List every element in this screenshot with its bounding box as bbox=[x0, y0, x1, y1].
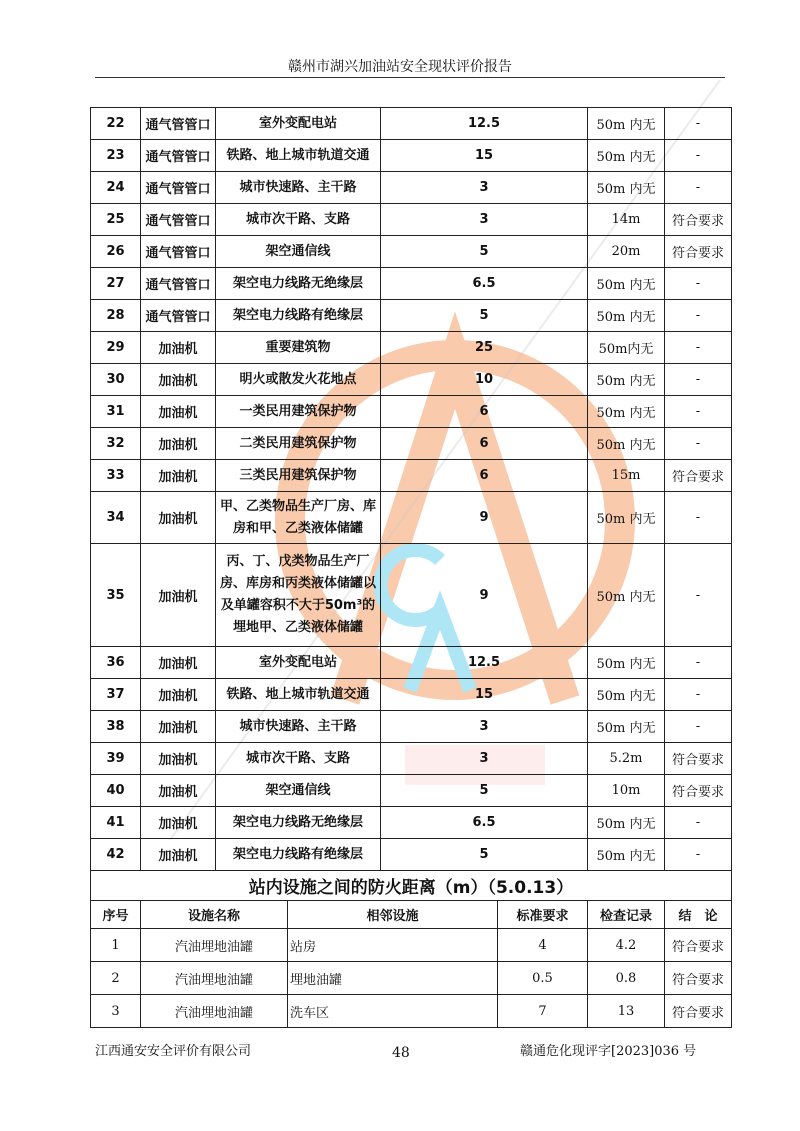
cell-row-number: 33 bbox=[91, 460, 141, 492]
table-row bbox=[91, 140, 732, 172]
cell-facility: 通气管管口 bbox=[141, 268, 216, 300]
cell-inspection-record: 13 bbox=[588, 995, 665, 1028]
cell-adjacent-facility: 甲、乙类物品生产厂房、库房和甲、乙类液体储罐 bbox=[216, 492, 381, 544]
cell-row-number: 29 bbox=[91, 332, 141, 364]
cell-standard-requirement: 5 bbox=[381, 300, 588, 332]
cell-inspection-record: 50m 内无 bbox=[588, 807, 665, 839]
cell-conclusion: - bbox=[665, 396, 732, 428]
cell-adjacent-facility: 三类民用建筑保护物 bbox=[216, 460, 381, 492]
cell-conclusion: - bbox=[665, 807, 732, 839]
footer-company: 江西通安安全评价有限公司 bbox=[95, 1044, 252, 1059]
table-row bbox=[91, 711, 732, 743]
cell-standard-requirement: 6.5 bbox=[381, 268, 588, 300]
table-row bbox=[91, 544, 732, 647]
cell-conclusion: - bbox=[665, 172, 732, 204]
cell-facility: 加油机 bbox=[141, 711, 216, 743]
cell-adjacent-facility: 铁路、地上城市轨道交通 bbox=[216, 140, 381, 172]
cell-adjacent-facility: 洗车区 bbox=[288, 995, 498, 1028]
table-row bbox=[91, 268, 732, 300]
cell-facility: 加油机 bbox=[141, 396, 216, 428]
column-header: 相邻设施 bbox=[288, 901, 498, 929]
cell-adjacent-facility: 丙、丁、戊类物品生产厂房、库房和丙类液体储罐以及单罐容积不大于50m³的埋地甲、乙类液体储罐 bbox=[216, 544, 381, 647]
cell-adjacent-facility: 室外变配电站 bbox=[216, 108, 381, 140]
cell-row-number: 31 bbox=[91, 396, 141, 428]
cell-standard-requirement: 6 bbox=[381, 428, 588, 460]
cell-row-number: 36 bbox=[91, 647, 141, 679]
page-header-title: 赣州市湖兴加油站安全现状评价报告 bbox=[288, 59, 512, 75]
cell-row-number: 26 bbox=[91, 236, 141, 268]
cell-standard-requirement: 10 bbox=[381, 364, 588, 396]
table-row bbox=[91, 995, 732, 1028]
cell-facility: 加油机 bbox=[141, 775, 216, 807]
cell-inspection-record: 50m 内无 bbox=[588, 364, 665, 396]
cell-standard-requirement: 6 bbox=[381, 460, 588, 492]
tables-container bbox=[90, 107, 731, 1028]
cell-inspection-record: 50m 内无 bbox=[588, 140, 665, 172]
cell-adjacent-facility: 架空电力线路无绝缘层 bbox=[216, 268, 381, 300]
column-header: 标准要求 bbox=[498, 901, 588, 929]
column-header: 结 论 bbox=[665, 901, 732, 929]
cell-standard-requirement: 6 bbox=[381, 396, 588, 428]
cell-adjacent-facility: 架空通信线 bbox=[216, 236, 381, 268]
table-row bbox=[91, 743, 732, 775]
cell-adjacent-facility: 城市次干路、支路 bbox=[216, 743, 381, 775]
cell-inspection-record: 14m bbox=[588, 204, 665, 236]
cell-standard-requirement: 9 bbox=[381, 492, 588, 544]
table-row bbox=[91, 839, 732, 871]
cell-row-number: 25 bbox=[91, 204, 141, 236]
cell-inspection-record: 50m 内无 bbox=[588, 428, 665, 460]
cell-facility: 加油机 bbox=[141, 743, 216, 775]
cell-standard-requirement: 12.5 bbox=[381, 647, 588, 679]
cell-facility: 通气管管口 bbox=[141, 108, 216, 140]
cell-adjacent-facility: 二类民用建筑保护物 bbox=[216, 428, 381, 460]
cell-conclusion: 符合要求 bbox=[665, 962, 732, 995]
cell-inspection-record: 0.8 bbox=[588, 962, 665, 995]
cell-facility: 加油机 bbox=[141, 332, 216, 364]
footer-doc-number: 赣通危化现评字[2023]036 号 bbox=[520, 1044, 697, 1059]
cell-conclusion: 符合要求 bbox=[665, 995, 732, 1028]
cell-inspection-record: 50m 内无 bbox=[588, 544, 665, 647]
cell-inspection-record: 50m 内无 bbox=[588, 268, 665, 300]
cell-row-number: 22 bbox=[91, 108, 141, 140]
cell-standard-requirement: 5 bbox=[381, 839, 588, 871]
cell-inspection-record: 15m bbox=[588, 460, 665, 492]
cell-standard-requirement: 15 bbox=[381, 140, 588, 172]
cell-standard-requirement: 25 bbox=[381, 332, 588, 364]
cell-row-number: 34 bbox=[91, 492, 141, 544]
cell-inspection-record: 50m 内无 bbox=[588, 647, 665, 679]
cell-adjacent-facility: 架空电力线路有绝缘层 bbox=[216, 300, 381, 332]
cell-facility: 汽油埋地油罐 bbox=[141, 929, 288, 962]
cell-standard-requirement: 3 bbox=[381, 743, 588, 775]
cell-standard-requirement: 15 bbox=[381, 679, 588, 711]
table-row bbox=[91, 364, 732, 396]
section-title: 站内设施之间的防火距离（m）（5.0.13） bbox=[91, 871, 732, 901]
table-row bbox=[91, 460, 732, 492]
table-row bbox=[91, 108, 732, 140]
cell-conclusion: 符合要求 bbox=[665, 460, 732, 492]
table-row bbox=[91, 492, 732, 544]
cell-inspection-record: 50m 内无 bbox=[588, 839, 665, 871]
cell-row-number: 41 bbox=[91, 807, 141, 839]
cell-row-number: 40 bbox=[91, 775, 141, 807]
cell-adjacent-facility: 城市次干路、支路 bbox=[216, 204, 381, 236]
cell-standard-requirement: 4 bbox=[498, 929, 588, 962]
cell-standard-requirement: 6.5 bbox=[381, 807, 588, 839]
cell-conclusion: - bbox=[665, 108, 732, 140]
cell-row-number: 39 bbox=[91, 743, 141, 775]
cell-row-number: 27 bbox=[91, 268, 141, 300]
cell-conclusion: - bbox=[665, 300, 732, 332]
cell-conclusion: - bbox=[665, 647, 732, 679]
internal-facility-distance-table bbox=[90, 900, 732, 1028]
cell-row-number: 32 bbox=[91, 428, 141, 460]
table-row bbox=[91, 332, 732, 364]
cell-standard-requirement: 0.5 bbox=[498, 962, 588, 995]
table-row bbox=[91, 300, 732, 332]
cell-conclusion: - bbox=[665, 544, 732, 647]
cell-adjacent-facility: 埋地油罐 bbox=[288, 962, 498, 995]
cell-row-number: 42 bbox=[91, 839, 141, 871]
table-row bbox=[91, 807, 732, 839]
header-divider bbox=[95, 77, 725, 78]
cell-facility: 加油机 bbox=[141, 839, 216, 871]
cell-row-number: 1 bbox=[91, 929, 141, 962]
cell-inspection-record: 50m 内无 bbox=[588, 711, 665, 743]
cell-inspection-record: 50m 内无 bbox=[588, 172, 665, 204]
cell-facility: 加油机 bbox=[141, 460, 216, 492]
cell-conclusion: 符合要求 bbox=[665, 775, 732, 807]
cell-adjacent-facility: 重要建筑物 bbox=[216, 332, 381, 364]
cell-conclusion: - bbox=[665, 679, 732, 711]
table-row bbox=[91, 679, 732, 711]
cell-row-number: 2 bbox=[91, 962, 141, 995]
cell-facility: 通气管管口 bbox=[141, 236, 216, 268]
cell-facility: 加油机 bbox=[141, 364, 216, 396]
cell-standard-requirement: 3 bbox=[381, 172, 588, 204]
cell-adjacent-facility: 城市快速路、主干路 bbox=[216, 172, 381, 204]
cell-conclusion: 符合要求 bbox=[665, 743, 732, 775]
column-header: 设施名称 bbox=[141, 901, 288, 929]
cell-adjacent-facility: 明火或散发火花地点 bbox=[216, 364, 381, 396]
cell-adjacent-facility: 架空电力线路无绝缘层 bbox=[216, 807, 381, 839]
column-header: 序号 bbox=[91, 901, 141, 929]
cell-facility: 通气管管口 bbox=[141, 140, 216, 172]
cell-inspection-record: 50m内无 bbox=[588, 332, 665, 364]
cell-standard-requirement: 5 bbox=[381, 236, 588, 268]
cell-facility: 加油机 bbox=[141, 492, 216, 544]
cell-facility: 加油机 bbox=[141, 679, 216, 711]
fire-distance-table bbox=[90, 107, 732, 901]
cell-conclusion: - bbox=[665, 711, 732, 743]
cell-facility: 汽油埋地油罐 bbox=[141, 962, 288, 995]
table-row bbox=[91, 929, 732, 962]
table-row bbox=[91, 396, 732, 428]
cell-row-number: 37 bbox=[91, 679, 141, 711]
table-row bbox=[91, 962, 732, 995]
cell-inspection-record: 50m 内无 bbox=[588, 300, 665, 332]
cell-inspection-record: 10m bbox=[588, 775, 665, 807]
cell-inspection-record: 20m bbox=[588, 236, 665, 268]
table-row bbox=[91, 428, 732, 460]
cell-conclusion: 符合要求 bbox=[665, 236, 732, 268]
cell-standard-requirement: 3 bbox=[381, 711, 588, 743]
footer-page-number: 48 bbox=[392, 1045, 410, 1061]
cell-facility: 加油机 bbox=[141, 647, 216, 679]
cell-conclusion: - bbox=[665, 332, 732, 364]
cell-conclusion: 符合要求 bbox=[665, 204, 732, 236]
cell-adjacent-facility: 室外变配电站 bbox=[216, 647, 381, 679]
column-header: 检查记录 bbox=[588, 901, 665, 929]
table-row bbox=[91, 775, 732, 807]
cell-standard-requirement: 12.5 bbox=[381, 108, 588, 140]
cell-adjacent-facility: 铁路、地上城市轨道交通 bbox=[216, 679, 381, 711]
cell-conclusion: - bbox=[665, 268, 732, 300]
cell-row-number: 38 bbox=[91, 711, 141, 743]
cell-row-number: 23 bbox=[91, 140, 141, 172]
cell-row-number: 24 bbox=[91, 172, 141, 204]
cell-row-number: 3 bbox=[91, 995, 141, 1028]
cell-adjacent-facility: 一类民用建筑保护物 bbox=[216, 396, 381, 428]
cell-facility: 通气管管口 bbox=[141, 300, 216, 332]
cell-inspection-record: 50m 内无 bbox=[588, 108, 665, 140]
cell-conclusion: - bbox=[665, 428, 732, 460]
cell-standard-requirement: 3 bbox=[381, 204, 588, 236]
table-row bbox=[91, 172, 732, 204]
cell-facility: 加油机 bbox=[141, 807, 216, 839]
cell-facility: 汽油埋地油罐 bbox=[141, 995, 288, 1028]
cell-conclusion: 符合要求 bbox=[665, 929, 732, 962]
cell-conclusion: - bbox=[665, 492, 732, 544]
table-row bbox=[91, 236, 732, 268]
cell-standard-requirement: 7 bbox=[498, 995, 588, 1028]
cell-conclusion: - bbox=[665, 140, 732, 172]
cell-inspection-record: 50m 内无 bbox=[588, 396, 665, 428]
cell-facility: 通气管管口 bbox=[141, 204, 216, 236]
cell-inspection-record: 50m 内无 bbox=[588, 679, 665, 711]
cell-standard-requirement: 5 bbox=[381, 775, 588, 807]
cell-row-number: 35 bbox=[91, 544, 141, 647]
cell-facility: 通气管管口 bbox=[141, 172, 216, 204]
cell-adjacent-facility: 架空通信线 bbox=[216, 775, 381, 807]
table-row bbox=[91, 204, 732, 236]
cell-conclusion: - bbox=[665, 839, 732, 871]
cell-inspection-record: 5.2m bbox=[588, 743, 665, 775]
cell-adjacent-facility: 站房 bbox=[288, 929, 498, 962]
cell-inspection-record: 50m 内无 bbox=[588, 492, 665, 544]
cell-standard-requirement: 9 bbox=[381, 544, 588, 647]
cell-adjacent-facility: 架空电力线路有绝缘层 bbox=[216, 839, 381, 871]
table-row bbox=[91, 647, 732, 679]
cell-conclusion: - bbox=[665, 364, 732, 396]
cell-facility: 加油机 bbox=[141, 544, 216, 647]
cell-inspection-record: 4.2 bbox=[588, 929, 665, 962]
cell-facility: 加油机 bbox=[141, 428, 216, 460]
cell-adjacent-facility: 城市快速路、主干路 bbox=[216, 711, 381, 743]
cell-row-number: 30 bbox=[91, 364, 141, 396]
cell-row-number: 28 bbox=[91, 300, 141, 332]
